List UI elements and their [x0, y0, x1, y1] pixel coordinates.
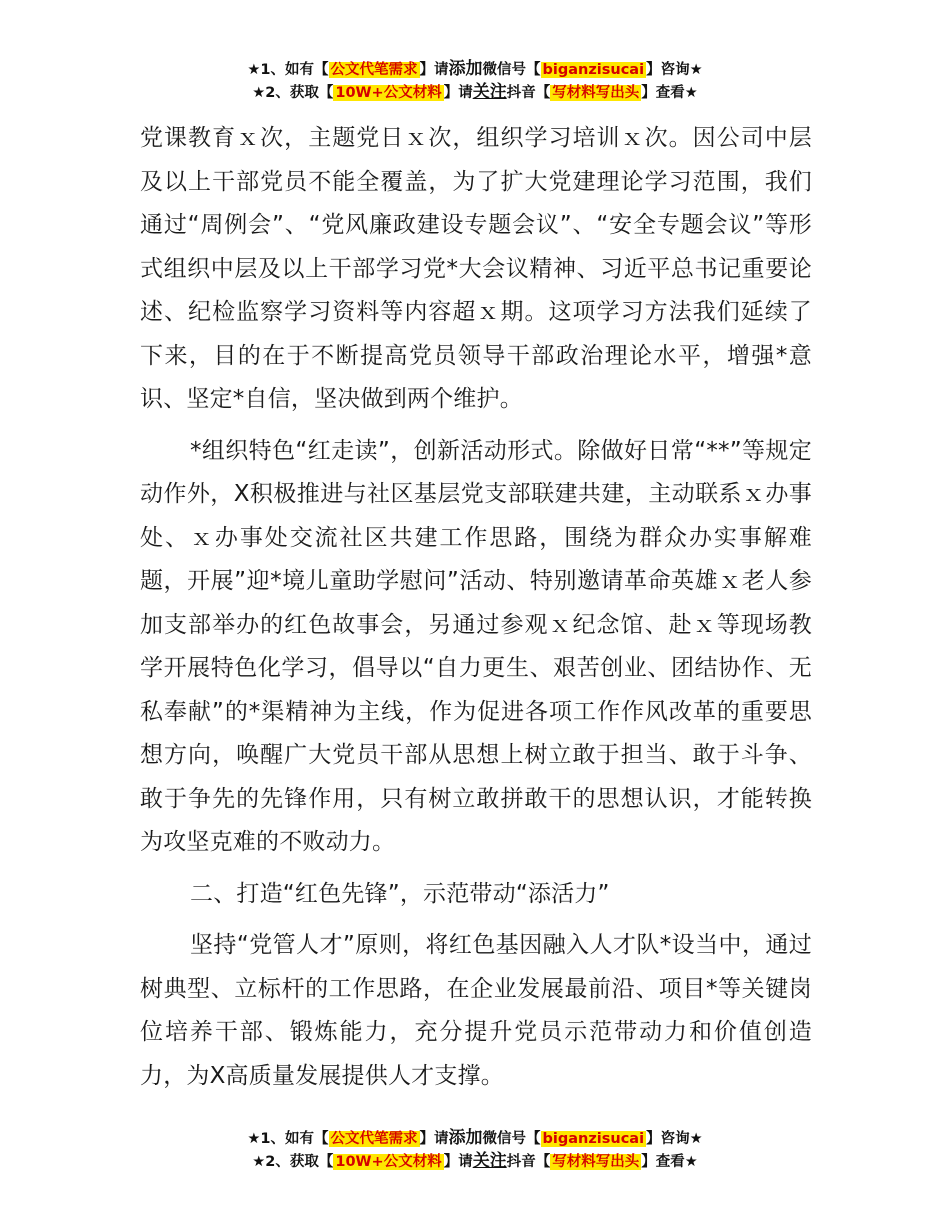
banner-text: 】请 — [419, 1131, 449, 1147]
banner-emphasis: 添加 — [448, 59, 483, 79]
banner-highlight: biganzisucai — [542, 62, 645, 78]
banner-text: 】请 — [443, 1154, 473, 1170]
banner-text: 】咨询★ — [646, 62, 703, 78]
banner-text: 】请 — [443, 85, 473, 101]
banner-highlight: 写材料写出头 — [552, 85, 640, 101]
banner-text: 】查看★ — [641, 1154, 698, 1170]
banner-line-1 — [0, 1127, 950, 1150]
paragraph: 党课教育ｘ次，主题党日ｘ次，组织学习培训ｘ次。因公司中层及以上干部党员不能全覆盖，为了扩大党建理论学习范围，我们通过“周例会”、“党风廉政建设专题会议”、“安全专题会议”等形式组织中层及以上干部学习党*大会议精神、习近平总书记重要论述、纪检监察学习资料等内容超ｘ期。这项学习方法我们延续了下来，目的在于不断提高党员领导干部政治理论水平，增强*意识、坚定*自信，坚决做到两个维护。 — [140, 125, 812, 412]
banner-highlight: biganzisucai — [542, 1131, 645, 1147]
banner-highlight: 写材料写出头 — [552, 1154, 640, 1170]
header-banner — [0, 58, 950, 104]
banner-highlight: 公文代笔需求 — [330, 1131, 418, 1147]
banner-line-2 — [0, 81, 950, 104]
banner-text: 微信号【 — [482, 1131, 541, 1147]
banner-line-2 — [0, 1150, 950, 1173]
paragraph: *组织特色“红走读”，创新活动形式。除做好日常“**”等规定动作外，X积极推进与社区基层党支部联建共建，主动联系ｘ办事处、ｘ办事处交流社区共建工作思路，围绕为群众办实事解难题，开展”迎*境儿童助学慰问”活动、特别邀请革命英雄ｘ老人参加支部举办的红色故事会，另通过参观ｘ纪念馆、赴ｘ等现场教学开展特色化学习，倡导以“自力更生、艰苦创业、团结协作、无私奉献”的*渠精神为主线，作为促进各项工作作风改革的重要思想方向，唤醒广大党员干部从思想上树立敢于担当、敢于斗争、敢于争先的先锋作用，只有树立敢拼敢干的思想认识，才能转换为攻坚克难的不败动力。 — [140, 437, 812, 855]
banner-text: ★2、获取【 — [252, 1154, 334, 1170]
banner-highlight: 10W+公文材料 — [335, 1154, 442, 1170]
banner-emphasis: 添加 — [448, 1128, 483, 1148]
banner-text: ★1、如有【 — [247, 62, 329, 78]
banner-emphasis: 关注 — [472, 82, 507, 102]
banner-text: 微信号【 — [482, 62, 541, 78]
banner-highlight: 10W+公文材料 — [335, 85, 442, 101]
footer-banner — [0, 1127, 950, 1173]
banner-text: 】请 — [419, 62, 449, 78]
banner-text: 抖音【 — [506, 85, 551, 101]
banner-text: ★2、获取【 — [252, 85, 334, 101]
banner-text: 】咨询★ — [646, 1131, 703, 1147]
banner-highlight: 公文代笔需求 — [330, 62, 418, 78]
paragraph: 坚持“党管人才”原则，将红色基因融入人才队*设当中，通过树典型、立标杆的工作思路，在企业发展最前沿、项目*等关键岗位培养干部、锻炼能力，充分提升党员示范带动力和价值创造力，为X高质量发展提供人才支撑。 — [140, 932, 812, 1089]
banner-text: 】查看★ — [641, 85, 698, 101]
section-heading: 二、打造“红色先锋”，示范带动“添活力” — [190, 880, 610, 907]
banner-emphasis: 关注 — [472, 1151, 507, 1171]
document-body — [140, 117, 812, 1098]
banner-text: 抖音【 — [506, 1154, 551, 1170]
banner-line-1 — [0, 58, 950, 81]
banner-text: ★1、如有【 — [247, 1131, 329, 1147]
